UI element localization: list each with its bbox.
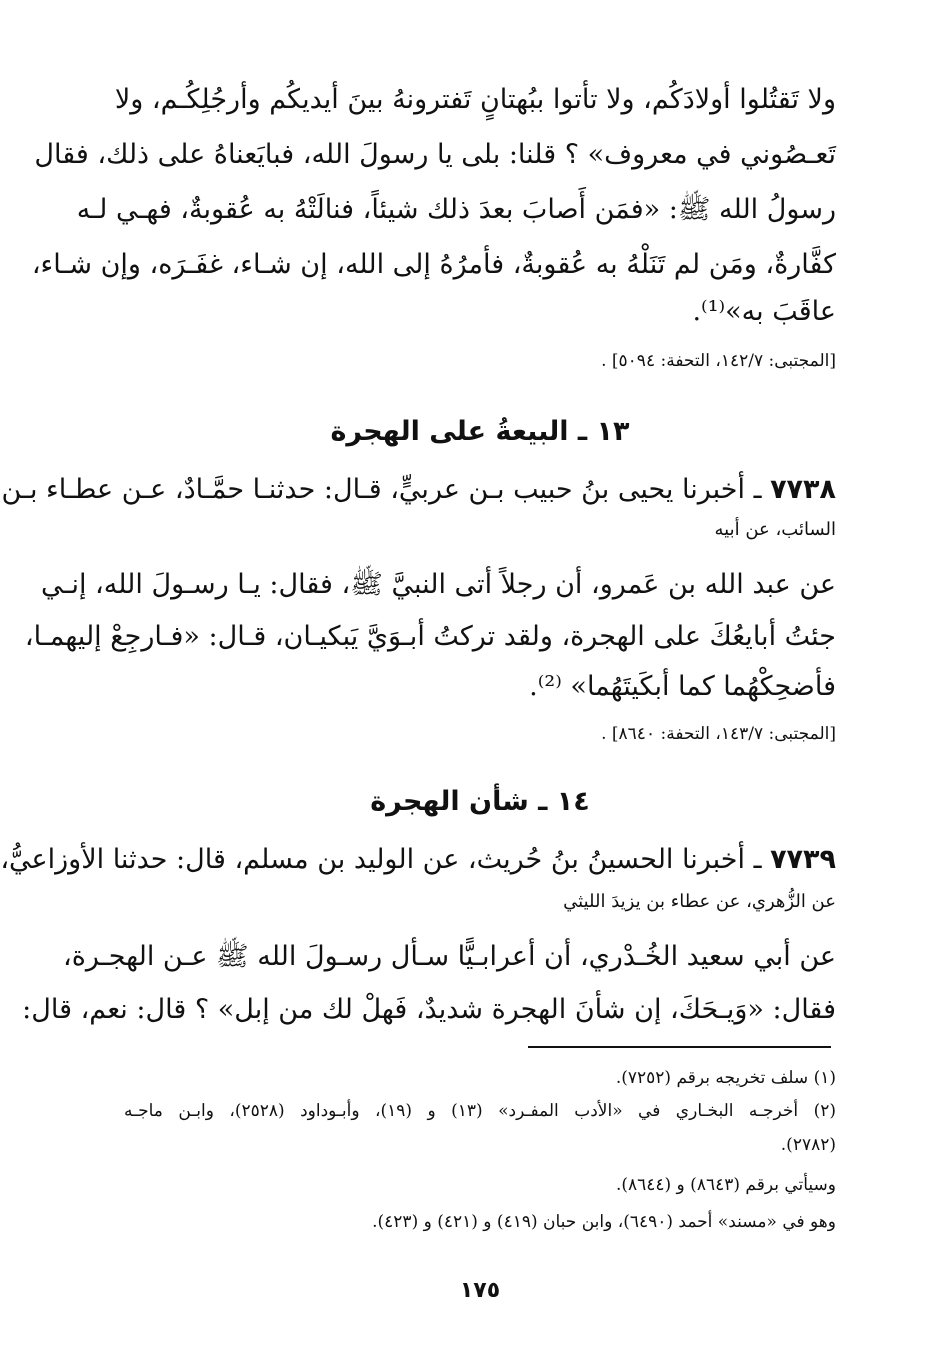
isnad-text: ـ أخبرنا الحسينُ بنُ حُريث، عن الوليد بن مسلم، قال: حدثنا الأوزاعيُّ، xyxy=(0,844,762,875)
hadith-number: ٧٧٣٩ xyxy=(770,844,836,875)
section-heading: ١٤ ـ شأن الهجرة xyxy=(370,786,590,817)
footnote-1: (١) سلف تخريجه برقم (٧٢٥٢). xyxy=(615,1068,836,1088)
page-number: ١٧٥ xyxy=(459,1278,501,1303)
hadith-isnad-line-1 xyxy=(0,838,836,882)
hadith-isnad-line-2: عن الزُّهري، عن عطاء بن يزيدَ الليثي xyxy=(563,891,836,912)
footnote-divider xyxy=(528,1046,831,1048)
footnote-2: (٢) أخرجـه البخـاري في «الأدب المفـرد» (١٣) و (١٩)، وأبـوداود (٢٥٢٨)، وابـن ماجـه xyxy=(124,1101,836,1121)
footnote-2-continued: وسيأتي برقم (٨٦٤٣) و (٨٦٤٤). xyxy=(615,1175,836,1195)
hadith-matn-line-1: عن عبد الله بن عَمرو، أن رجلاً أتى النبيَّ ﷺ، فقال: يـا رسـولَ الله، إنـي xyxy=(41,569,836,600)
reference-note: [المجتبى: ١٤٢/٧، التحفة: ٥٠٩٤] . xyxy=(601,351,836,371)
hadith-isnad-line-1 xyxy=(1,468,836,512)
hadith-isnad-line-2: السائب، عن أبيه xyxy=(714,519,836,540)
body-line-1: ولا تَقتُلوا أولادَكُم، ولا تأتوا ببُهتانٍ تَفترونهُ بينَ أيديكُم وأرجُلِكُـم، ولا xyxy=(114,84,836,115)
hadith-matn-line-2: جئتُ أبايعُكَ على الهجرة، ولقد تركتُ أبـوَيَّ يَبكيـان، قـال: «فـارجِعْ إليهمـا، xyxy=(24,621,836,652)
body-line-4: كفَّارةٌ، ومَن لم تَنَلْهُ به عُقوبةٌ، فأمرُهُ إلى الله، إن شـاء، غفَـرَه، وإن شـاء، xyxy=(31,249,836,280)
footnote-2-continued: وهو في «مسند» أحمد (٦٤٩٠)، وابن حبان (٤١٩) و (٤٢١) و (٤٢٣). xyxy=(372,1212,836,1232)
body-line-2: تَعـصُوني في معروف» ؟ قلنا: بلى يا رسولَ الله، فبايَعناهُ على ذلك، فقال xyxy=(34,139,836,170)
body-line-5: عاقَبَ به»⁽¹⁾. xyxy=(692,296,836,327)
hadith-matn-line-3: فأضحِكْهُما كما أبكَيتَهُما» ⁽²⁾. xyxy=(529,671,836,702)
footnote-2-continued: (٢٧٨٢). xyxy=(780,1135,836,1155)
hadith-matn-line-1: عن أبي سعيد الخُـدْري، أن أعرابـيًّا سـأل رسـولَ الله ﷺ عـن الهجـرة، xyxy=(63,941,836,972)
body-line-3: رسولُ الله ﷺ: «فمَن أَصابَ بعدَ ذلك شيئاً، فنالَتْهُ به عُقوبةٌ، فهـي لـه xyxy=(76,194,836,225)
reference-note: [المجتبى: ١٤٣/٧، التحفة: ٨٦٤٠] . xyxy=(601,724,836,744)
isnad-text: ـ أخبرنا يحيى بنُ حبيب بـن عربيٍّ، قـال: حدثنـا حمَّـادٌ، عـن عطـاء بـن xyxy=(1,474,762,505)
hadith-number: ٧٧٣٨ xyxy=(770,474,836,505)
section-heading: ١٣ ـ البيعةُ على الهجرة xyxy=(330,416,630,447)
hadith-matn-line-2: فقال: «وَيـحَكَ، إن شأنَ الهجرة شديدٌ، فَهلْ لك من إبل» ؟ قال: نعم، قال: xyxy=(22,994,836,1025)
